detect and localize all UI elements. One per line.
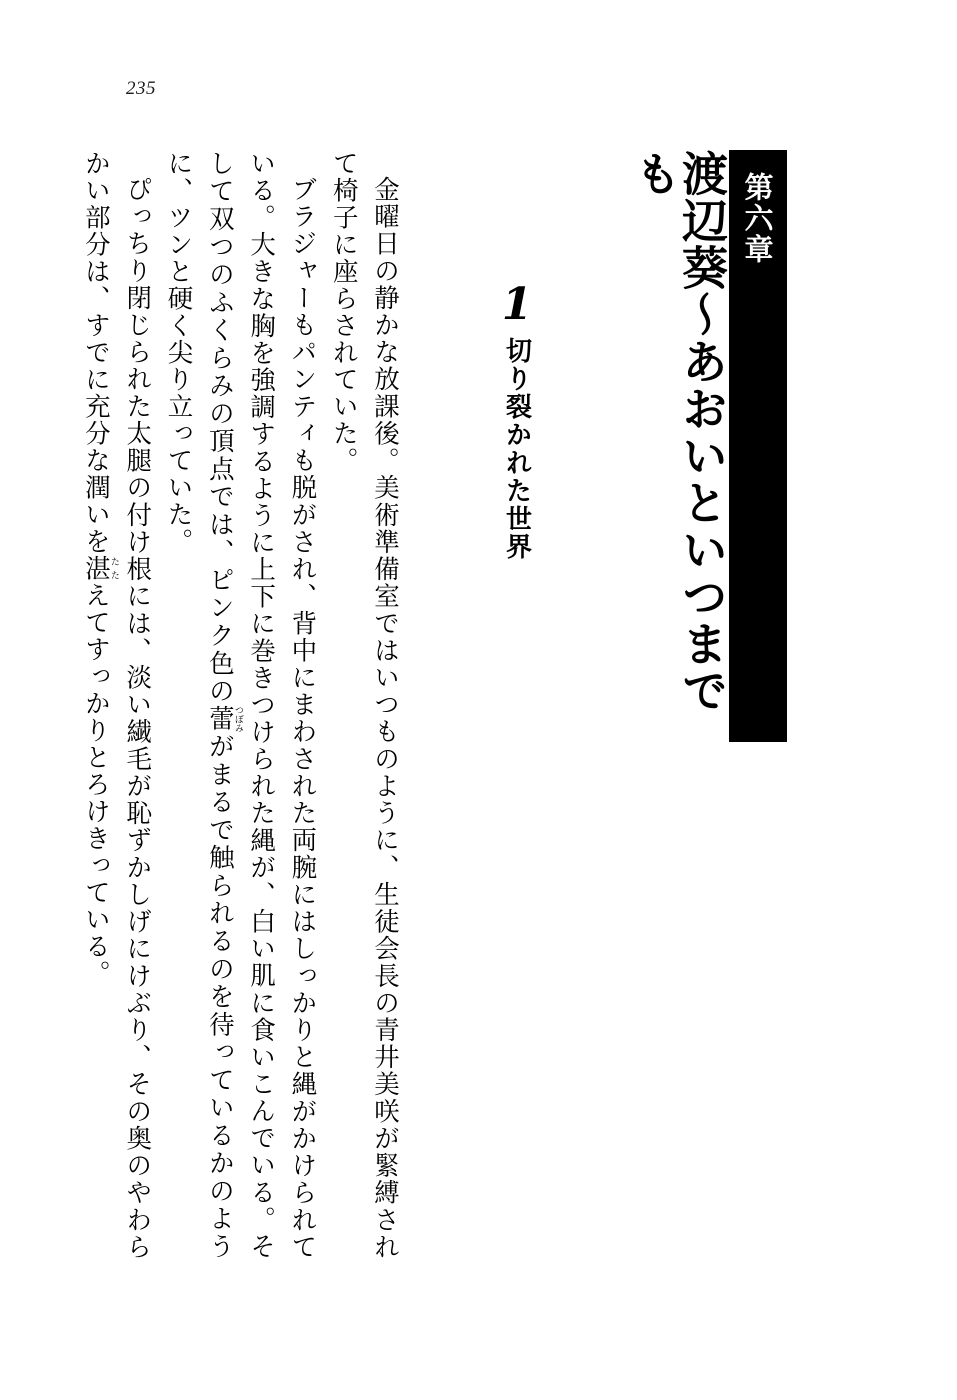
paragraph-2-part-a: ブラジャーもパンティも脱がされ、背中にまわされた両腕にはしっかりと縄がかけられている。大きな胸を強調するように上下に巻きつけられた縄が、白い肌に食いこんでいる。そして双つのふくらみの頂点では、ピンク色の xyxy=(204,150,318,1260)
paragraph-3 xyxy=(75,150,158,1260)
ruby-base-tataeru: 湛 xyxy=(80,555,111,582)
paragraph-1: 金曜日の静かな放課後。美術準備室ではいつものように、生徒会長の青井美咲が緊縛されて椅子に座らされていた。 xyxy=(328,150,400,1260)
section-heading xyxy=(487,279,547,667)
chapter-label: 第六章 xyxy=(740,172,775,265)
section-number: 1 xyxy=(501,279,533,330)
paragraph-3-part-b: えてすっかりとろけきっている。 xyxy=(80,582,111,987)
section-subtitle: 切り裂かれた世界 xyxy=(501,337,532,561)
paragraph-2 xyxy=(157,150,322,1260)
chapter-label-bar xyxy=(729,150,787,742)
chapter-heading xyxy=(628,150,787,742)
page-number: 235 xyxy=(126,78,156,99)
ruby-tataeru xyxy=(80,555,119,582)
ruby-tsubomi xyxy=(204,705,243,734)
ruby-text-tsubomi: つぼみ xyxy=(232,705,243,733)
paragraph-2-part-b: がまるで触られるのを待っているかのように、ツンと硬く尖り立っていた。 xyxy=(163,150,235,1261)
body-text xyxy=(80,150,405,1261)
ruby-base-tsubomi: 蕾 xyxy=(204,705,235,734)
chapter-title: 渡辺葵～あおいといつまでも xyxy=(628,150,729,714)
ruby-text-tataeru: たた xyxy=(108,555,119,582)
paragraph-3-part-a: ぴっちり閉じられた太腿の付け根には、淡い繊毛が恥ずかしげにけぶり、その奥のやわらかい部分は、すでに充分な潤いを xyxy=(80,150,153,1260)
